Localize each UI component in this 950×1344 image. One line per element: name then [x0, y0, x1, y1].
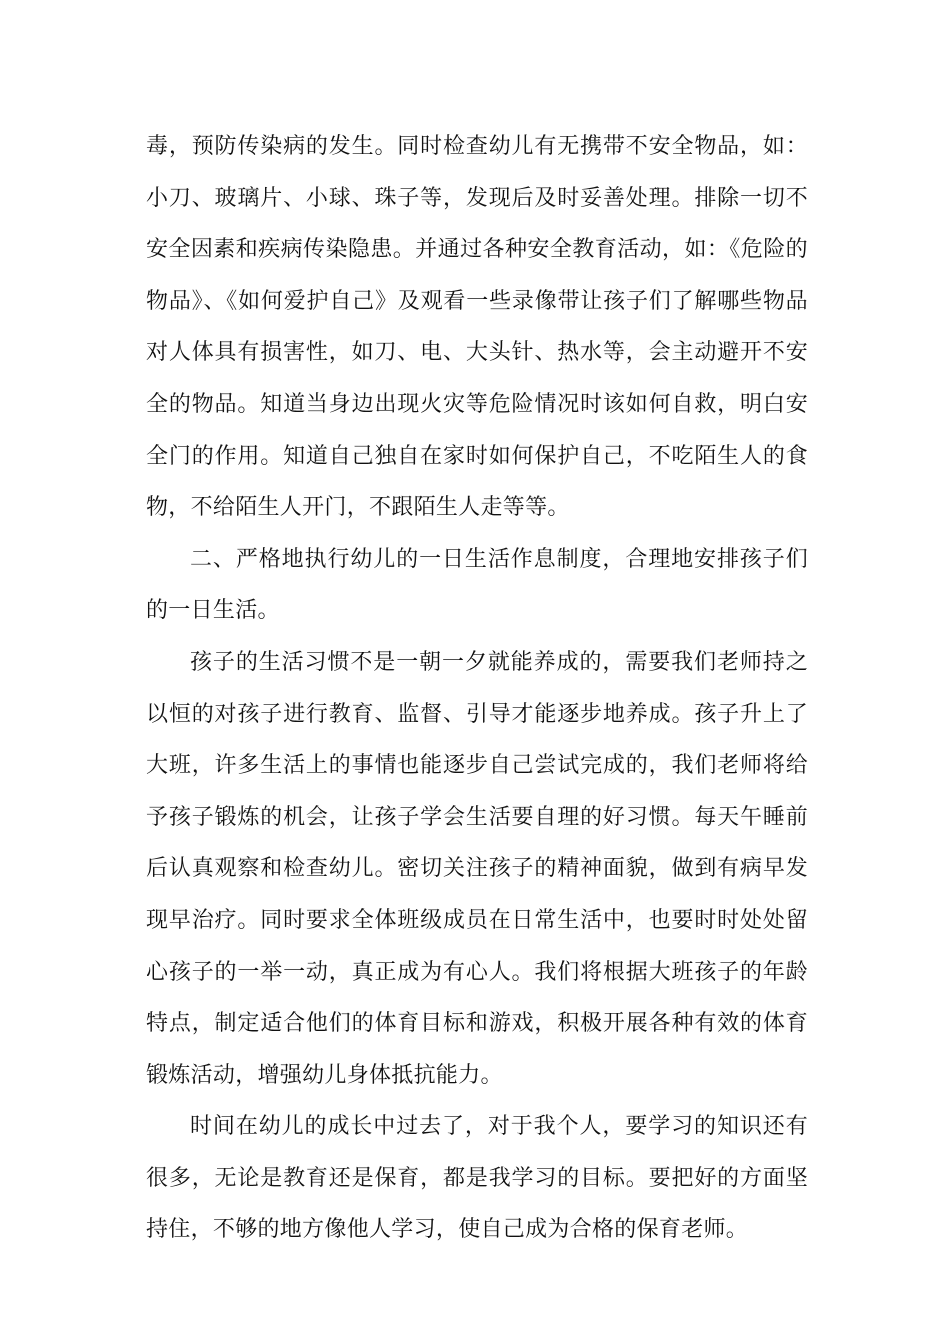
paragraph-section-two-heading: 二、严格地执行幼儿的一日生活作息制度，合理地安排孩子们的一日生活。 [146, 546, 808, 624]
paragraph-living-habits: 孩子的生活习惯不是一朝一夕就能养成的，需要我们老师持之以恒的对孩子进行教育、监督、引导才能逐步地养成。孩子升上了大班，许多生活上的事情也能逐步自己尝试完成的，我们老师将给予孩子锻炼的机会，让孩子学会生活要自理的好习惯。每天午睡前后认真观察和检查幼儿。密切关注孩子的精神面貌，做到有病早发现早治疗。同时要求全体班级成员在日常生活中，也要时时处处留心孩子的一举一动，真正成为有心人。我们将根据大班孩子的年龄特点，制定适合他们的体育目标和游戏，积极开展各种有效的体育锻炼活动，增强幼儿身体抵抗能力。 [146, 649, 808, 1088]
document-body [146, 121, 808, 1256]
paragraph-conclusion: 时间在幼儿的成长中过去了，对于我个人，要学习的知识还有很多，无论是教育还是保育，都是我学习的目标。要把好的方面坚持住，不够的地方像他人学习，使自己成为合格的保育老师。 [146, 1114, 808, 1243]
paragraph-safety-continued: 毒，预防传染病的发生。同时检查幼儿有无携带不安全物品，如：小刀、玻璃片、小球、珠子等，发现后及时妥善处理。排除一切不安全因素和疾病传染隐患。并通过各种安全教育活动，如：《危险的物品》、《如何爱护自己》及观看一些录像带让孩子们了解哪些物品对人体具有损害性，如刀、电、大头针、热水等，会主动避开不安全的物品。知道当身边出现火灾等危险情况时该如何自救，明白安全门的作用。知道自己独自在家时如何保护自己，不吃陌生人的食物，不给陌生人开门，不跟陌生人走等等。 [146, 134, 808, 521]
